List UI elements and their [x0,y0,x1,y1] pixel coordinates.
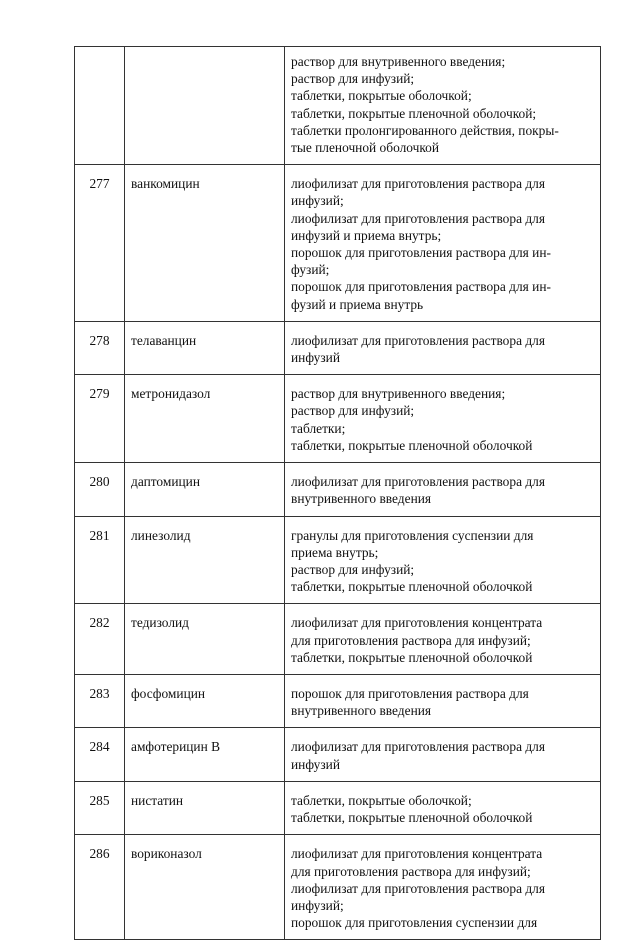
dosage-form-line: внутривенного введения [291,491,432,507]
table-row [75,321,601,374]
dosage-forms [285,728,601,781]
dosage-form-line: порошок для приготовления раствора для [291,686,529,702]
dosage-form-line: тые пленочной оболочкой [291,140,440,156]
row-number: 278 [75,321,125,374]
table-row [75,728,601,781]
row-number: 280 [75,463,125,516]
dosage-form-line: лиофилизат для приготовления раствора для [291,880,546,896]
row-number: 277 [75,165,125,322]
table-row [75,375,601,463]
table-row [75,781,601,834]
dosage-form-line: лиофилизат для приготовления раствора для [291,210,546,226]
dosage-form-line: фузий; [291,262,330,278]
row-number [75,47,125,165]
drug-name: тедизолид [125,604,285,675]
dosage-forms [285,675,601,728]
drug-name: даптомицин [125,463,285,516]
dosage-forms [285,463,601,516]
dosage-form-line: раствор для инфузий; [291,71,415,87]
table-row [75,47,601,165]
dosage-form-line: для приготовления раствора для инфузий; [291,632,531,648]
dosage-form-line: лиофилизат для приготовления концентрата [291,615,543,631]
table-row [75,604,601,675]
dosage-form-line: инфузий; [291,193,344,209]
dosage-forms [285,47,601,165]
dosage-form-line: лиофилизат для приготовления раствора для [291,332,546,348]
dosage-form-line: порошок для приготовления раствора для ин- [291,279,551,295]
dosage-form-line: таблетки, покрытые пленочной оболочкой; [291,105,537,121]
drug-name: нистатин [125,781,285,834]
dosage-form-line: раствор для внутривенного введения; [291,386,506,402]
dosage-form-line: раствор для внутривенного введения; [291,54,506,69]
dosage-form-line: раствор для инфузий; [291,403,415,419]
dosage-form-line: раствор для инфузий; [291,562,415,578]
dosage-form-line: для приготовления раствора для инфузий; [291,863,531,879]
dosage-form-line: таблетки, покрытые оболочкой; [291,88,472,104]
dosage-forms [285,516,601,604]
drug-name: ванкомицин [125,165,285,322]
drug-name: амфотерицин В [125,728,285,781]
dosage-form-line: инфузий и приема внутрь; [291,227,442,243]
table-row [75,835,601,940]
row-number: 285 [75,781,125,834]
dosage-form-line: таблетки, покрытые пленочной оболочкой [291,579,533,595]
row-number: 281 [75,516,125,604]
row-number: 284 [75,728,125,781]
dosage-form-line: лиофилизат для приготовления раствора для [291,474,546,490]
dosage-form-line: лиофилизат для приготовления концентрата [291,846,543,862]
dosage-form-line: таблетки, покрытые пленочной оболочкой [291,810,533,826]
dosage-form-line: порошок для приготовления раствора для ин- [291,245,551,261]
drug-name: фосфомицин [125,675,285,728]
dosage-form-line: фузий и приема внутрь [291,296,424,312]
drug-name [125,47,285,165]
dosage-form-line: лиофилизат для приготовления раствора для [291,739,546,755]
dosage-form-line: таблетки, покрытые пленочной оболочкой [291,437,533,453]
drug-name: линезолид [125,516,285,604]
dosage-forms [285,835,601,940]
dosage-form-line: таблетки, покрытые пленочной оболочкой [291,649,533,665]
table-row [75,516,601,604]
row-number: 286 [75,835,125,940]
table-row [75,675,601,728]
dosage-form-line: инфузий; [291,897,344,913]
dosage-forms [285,781,601,834]
dosage-form-line: таблетки; [291,420,346,436]
drug-forms-table [74,46,601,940]
dosage-form-line: лиофилизат для приготовления раствора для [291,176,546,192]
dosage-form-line: таблетки пролонгированного действия, покры- [291,122,559,138]
drug-name: телаванцин [125,321,285,374]
dosage-form-line: приема внутрь; [291,544,379,560]
dosage-form-line: инфузий [291,756,340,772]
dosage-forms [285,165,601,322]
drug-name: метронидазол [125,375,285,463]
dosage-form-line: внутривенного введения [291,703,432,719]
row-number: 282 [75,604,125,675]
dosage-form-line: инфузий [291,350,340,366]
row-number: 283 [75,675,125,728]
dosage-forms [285,604,601,675]
row-number: 279 [75,375,125,463]
table-body [75,47,601,940]
drug-name: вориконазол [125,835,285,940]
table-row [75,463,601,516]
table-row [75,165,601,322]
dosage-form-line: порошок для приготовления суспензии для [291,915,538,931]
dosage-form-line: гранулы для приготовления суспензии для [291,527,534,543]
dosage-form-line: таблетки, покрытые оболочкой; [291,792,472,808]
dosage-forms [285,375,601,463]
dosage-forms [285,321,601,374]
